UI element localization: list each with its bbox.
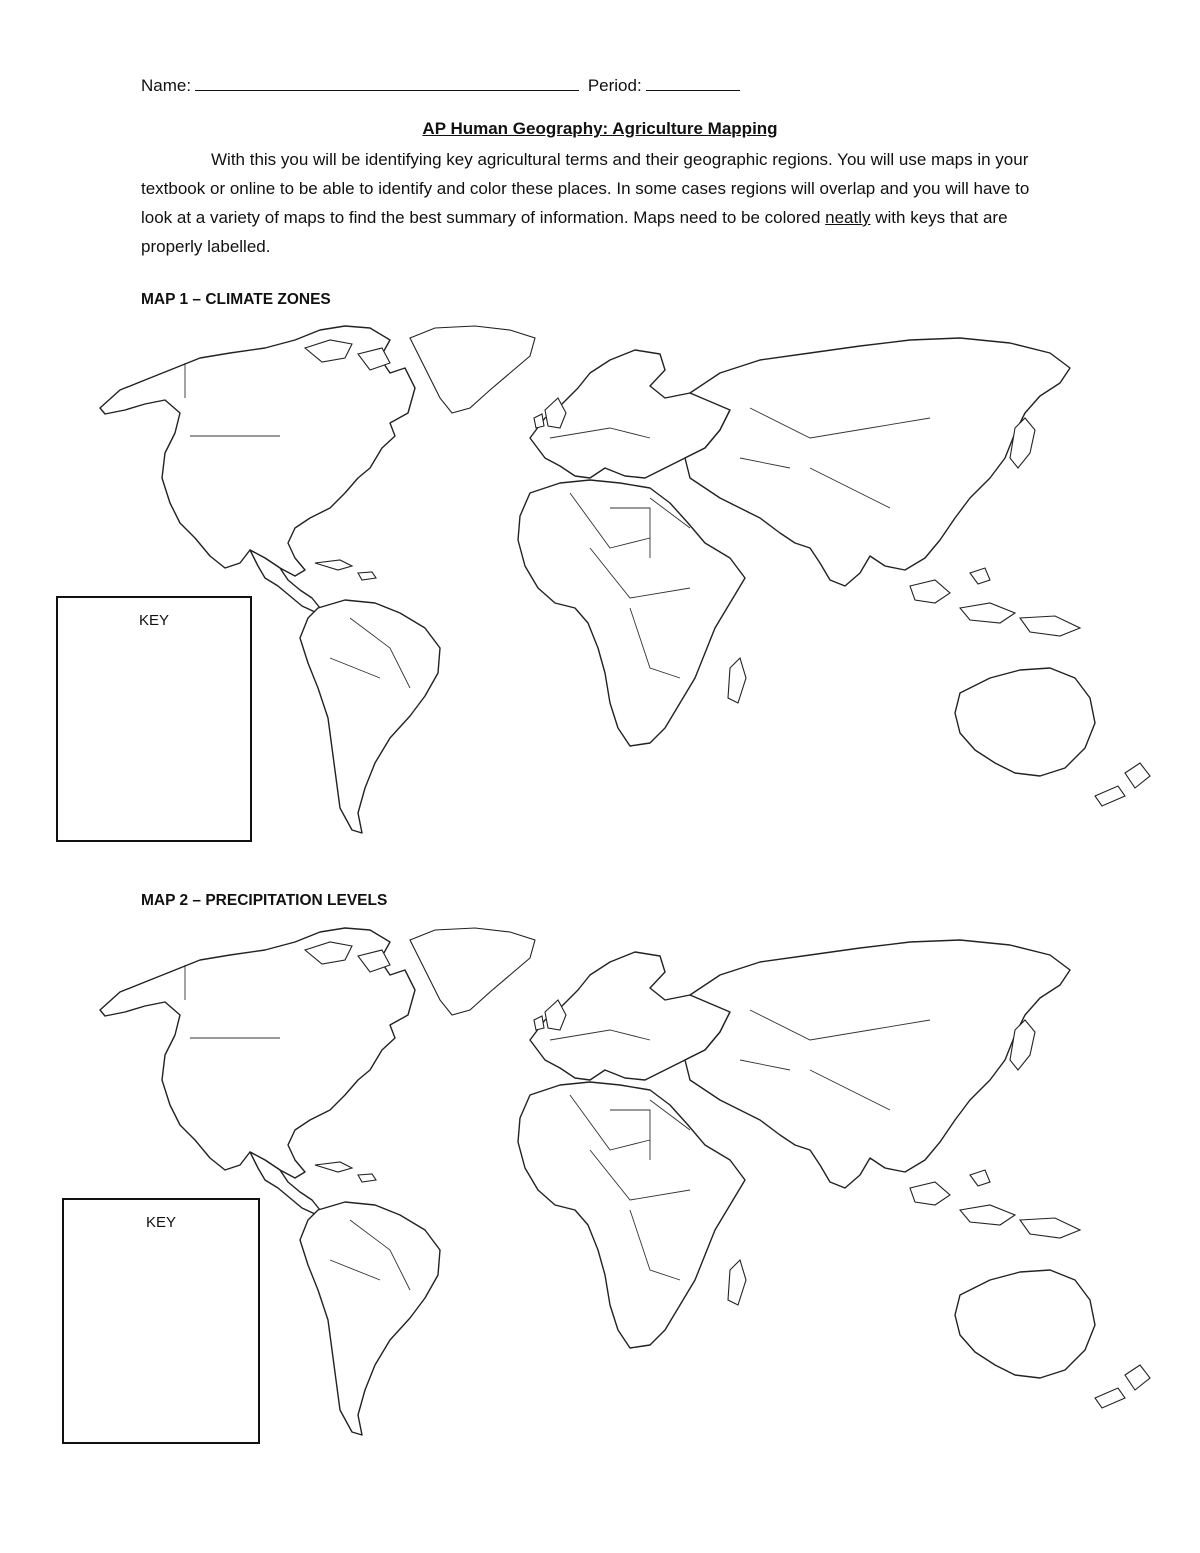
world-map-outline: [100, 326, 1150, 833]
new-zealand-outline: [1095, 1365, 1150, 1408]
name-label: Name:: [141, 76, 192, 95]
greenland-outline: [410, 326, 535, 413]
period-blank[interactable]: [646, 74, 740, 91]
asia-outline: [685, 940, 1070, 1188]
map-2-key-label: KEY: [145, 1214, 176, 1231]
new-zealand-outline: [1095, 763, 1150, 806]
southeast-asia-islands: [910, 1170, 1080, 1238]
worksheet-title: AP Human Geography: Agriculture Mapping: [422, 119, 778, 138]
map-2-heading: MAP 2 – PRECIPITATION LEVELS: [141, 892, 388, 909]
asia-outline: [685, 338, 1070, 586]
instructions-emphasis: neatly: [825, 208, 871, 227]
instructions-text-2: with keys that are properly labelled.: [141, 208, 1008, 256]
madagascar-outline: [728, 658, 746, 703]
southeast-asia-islands: [910, 568, 1080, 636]
map-2-key-box[interactable]: [62, 1198, 260, 1444]
name-blank[interactable]: [195, 74, 579, 91]
student-info-line: [141, 74, 744, 96]
instructions-paragraph: [141, 145, 1061, 261]
madagascar-outline: [728, 1260, 746, 1305]
period-label: Period:: [587, 76, 642, 95]
map-1-world-outline[interactable]: [90, 318, 1170, 838]
british-isles: [534, 398, 566, 428]
map-1-key-box[interactable]: [56, 596, 252, 842]
australia-outline: [955, 1270, 1095, 1378]
caribbean-islands: [315, 1162, 376, 1182]
australia-outline: [955, 668, 1095, 776]
map-1-heading: MAP 1 – CLIMATE ZONES: [141, 291, 331, 308]
south-america-outline: [300, 600, 440, 833]
british-isles: [534, 1000, 566, 1030]
map-1-key-label: KEY: [138, 612, 169, 629]
caribbean-islands: [315, 560, 376, 580]
south-america-outline: [300, 1202, 440, 1435]
greenland-outline: [410, 928, 535, 1015]
instructions-text-1: With this you will be identifying key agricultural terms and their geographic regions. You will use maps in your textbook or online to be able to identify and color these places. In some cases regions will overlap and you will have to look at a variety of maps to find the best summary of information. Maps need to be colored: [141, 150, 1030, 227]
